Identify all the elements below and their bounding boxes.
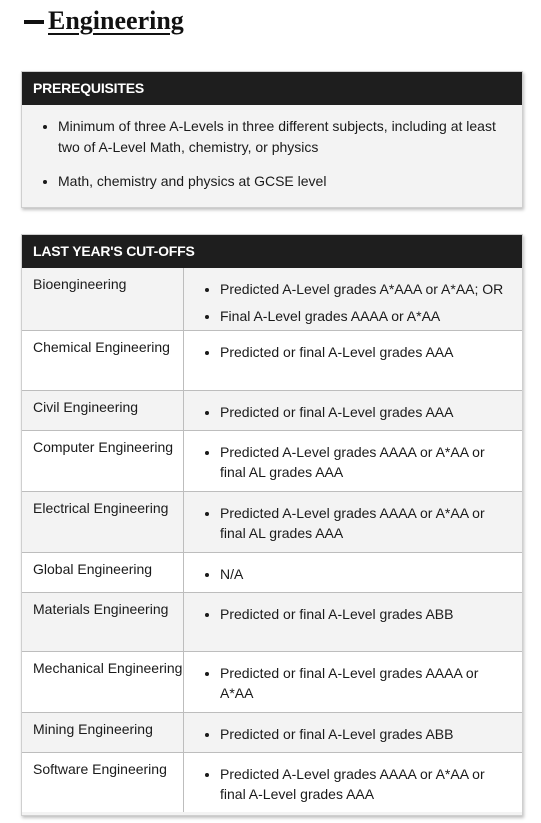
list-item: • Predicted A-Level grades AAAA or A*AA or final A-Level grades AAA xyxy=(220,764,522,804)
program-name: Global Engineering xyxy=(22,552,184,592)
program-name: Civil Engineering xyxy=(22,390,184,430)
program-name: Bioengineering xyxy=(22,268,184,330)
list-item: • Predicted or final A-Level grades AAA xyxy=(220,342,522,362)
grade-list xyxy=(184,663,522,703)
grade-list xyxy=(184,342,522,362)
grade-requirements xyxy=(184,752,523,812)
list-item: • Predicted A-Level grades A*AAA or A*AA; OR xyxy=(220,279,522,299)
page-title[interactable]: Engineering xyxy=(48,6,184,35)
program-name: Electrical Engineering xyxy=(22,491,184,552)
grade-requirements xyxy=(184,712,523,752)
grade-list xyxy=(184,724,522,744)
program-name: Software Engineering xyxy=(22,752,184,812)
grade-list xyxy=(184,764,522,804)
table-row xyxy=(22,390,522,430)
program-name: Mining Engineering xyxy=(22,712,184,752)
grade-list xyxy=(184,442,522,482)
cutoffs-table xyxy=(22,268,522,812)
list-item: • Predicted A-Level grades AAAA or A*AA or final AL grades AAA xyxy=(220,442,522,482)
grade-requirements xyxy=(184,651,523,712)
section-header[interactable] xyxy=(24,6,184,36)
prerequisites-heading: PREREQUISITES xyxy=(22,72,522,105)
table-row xyxy=(22,651,522,712)
list-item: • Final A-Level grades AAAA or A*AA xyxy=(220,306,522,326)
grade-requirements xyxy=(184,491,523,552)
table-row xyxy=(22,268,522,330)
grade-list xyxy=(184,564,522,584)
list-item: • Math, chemistry and physics at GCSE level xyxy=(58,171,522,192)
collapse-minus-icon[interactable] xyxy=(24,20,44,24)
cutoffs-card xyxy=(21,234,523,816)
list-item: • Predicted or final A-Level grades AAAA or A*AA xyxy=(220,663,522,703)
prerequisites-list xyxy=(22,116,522,192)
prerequisites-card xyxy=(21,71,523,208)
table-row xyxy=(22,330,522,390)
grade-requirements xyxy=(184,552,523,592)
program-name: Mechanical Engineering xyxy=(22,651,184,712)
table-row xyxy=(22,491,522,552)
list-item: • Predicted or final A-Level grades ABB xyxy=(220,604,522,624)
program-name: Chemical Engineering xyxy=(22,330,184,390)
list-item: • Predicted or final A-Level grades ABB xyxy=(220,724,522,744)
list-item: • Minimum of three A-Levels in three different subjects, including at least two of A-Level Math, chemistry, or physics xyxy=(58,116,522,158)
program-name: Computer Engineering xyxy=(22,430,184,491)
table-row xyxy=(22,552,522,592)
grade-list xyxy=(184,279,522,326)
grade-list xyxy=(184,402,522,422)
grade-requirements xyxy=(184,330,523,390)
table-row xyxy=(22,592,522,651)
grade-list xyxy=(184,604,522,624)
table-row xyxy=(22,712,522,752)
list-item: • Predicted or final A-Level grades AAA xyxy=(220,402,522,422)
grade-list xyxy=(184,503,522,543)
program-name: Materials Engineering xyxy=(22,592,184,651)
grade-requirements xyxy=(184,430,523,491)
list-item: • N/A xyxy=(220,564,522,584)
table-row xyxy=(22,430,522,491)
grade-requirements xyxy=(184,592,523,651)
grade-requirements xyxy=(184,268,523,330)
list-item: • Predicted A-Level grades AAAA or A*AA or final AL grades AAA xyxy=(220,503,522,543)
grade-requirements xyxy=(184,390,523,430)
cutoffs-heading: LAST YEAR'S CUT-OFFS xyxy=(22,235,522,268)
table-row xyxy=(22,752,522,812)
